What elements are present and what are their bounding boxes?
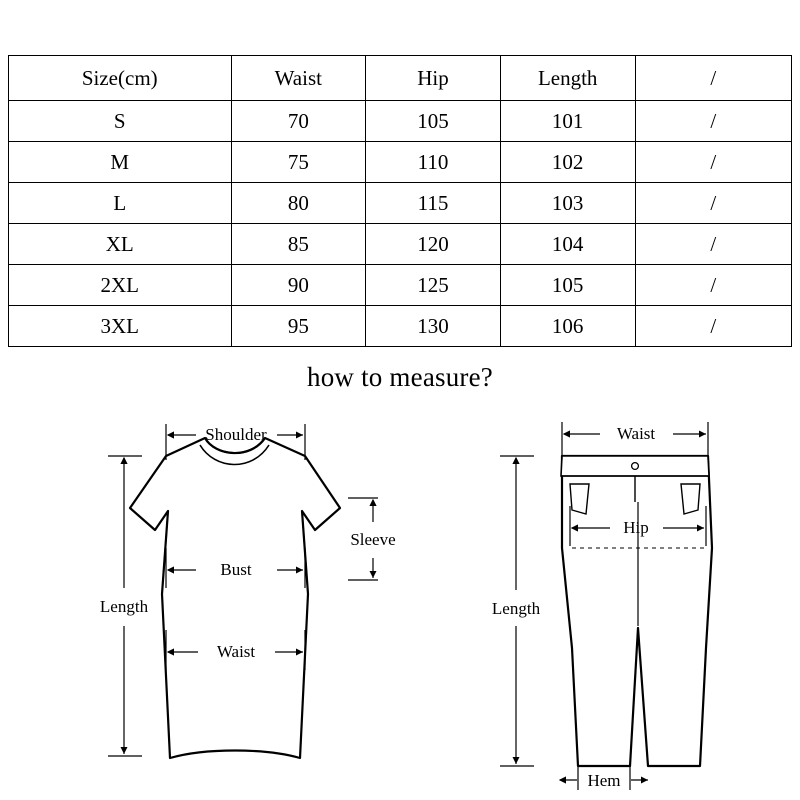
table-row xyxy=(9,306,792,347)
hem-label: Hem xyxy=(587,771,621,790)
pants-illustration xyxy=(561,456,712,766)
cell-blank: / xyxy=(635,183,791,224)
cell-size: L xyxy=(9,183,232,224)
cell-length: 102 xyxy=(500,142,635,183)
header-cell-waist: Waist xyxy=(231,56,366,101)
header-cell-length: Length xyxy=(500,56,635,101)
cell-size: XL xyxy=(9,224,232,265)
cell-size: 3XL xyxy=(9,306,232,347)
size-table-container xyxy=(8,55,792,347)
cell-waist: 95 xyxy=(231,306,366,347)
cell-waist: 90 xyxy=(231,265,366,306)
size-table xyxy=(8,55,792,347)
header-cell-hip: Hip xyxy=(366,56,501,101)
cell-waist: 85 xyxy=(231,224,366,265)
table-row xyxy=(9,265,792,306)
cell-size: 2XL xyxy=(9,265,232,306)
table-header-row xyxy=(9,56,792,101)
bust-label: Bust xyxy=(220,560,252,579)
cell-waist: 75 xyxy=(231,142,366,183)
cell-hip: 120 xyxy=(366,224,501,265)
cell-length: 101 xyxy=(500,101,635,142)
cell-blank: / xyxy=(635,224,791,265)
sleeve-label: Sleeve xyxy=(350,530,396,549)
pants-waist-label: Waist xyxy=(616,424,656,443)
cell-hip: 130 xyxy=(366,306,501,347)
cell-size: S xyxy=(9,101,232,142)
table-row xyxy=(9,183,792,224)
table-row xyxy=(9,142,792,183)
cell-waist: 70 xyxy=(231,101,366,142)
cell-hip: 105 xyxy=(366,101,501,142)
shirt-waist-label: Waist xyxy=(216,642,256,661)
cell-length: 104 xyxy=(500,224,635,265)
hip-label: Hip xyxy=(623,518,649,537)
cell-hip: 110 xyxy=(366,142,501,183)
cell-blank: / xyxy=(635,142,791,183)
how-to-measure-title: how to measure? xyxy=(307,362,493,392)
pants-waist-dimension xyxy=(562,422,708,460)
cell-hip: 125 xyxy=(366,265,501,306)
tshirt-illustration xyxy=(130,438,340,758)
table-row xyxy=(9,101,792,142)
cell-length: 106 xyxy=(500,306,635,347)
cell-size: M xyxy=(9,142,232,183)
cell-waist: 80 xyxy=(231,183,366,224)
measure-diagrams xyxy=(0,398,800,798)
pants-length-label: Length xyxy=(491,599,541,618)
cell-hip: 115 xyxy=(366,183,501,224)
header-cell-size: Size(cm) xyxy=(9,56,232,101)
cell-blank: / xyxy=(635,265,791,306)
table-row xyxy=(9,224,792,265)
hem-dimension xyxy=(560,764,648,790)
cell-length: 103 xyxy=(500,183,635,224)
sleeve-dimension xyxy=(348,498,396,580)
shirt-length-label: Length xyxy=(99,597,149,616)
pants-length-dimension xyxy=(492,456,541,766)
cell-blank: / xyxy=(635,306,791,347)
shoulder-label: Shoulder xyxy=(205,425,267,444)
cell-blank: / xyxy=(635,101,791,142)
cell-length: 105 xyxy=(500,265,635,306)
header-cell-blank: / xyxy=(635,56,791,101)
